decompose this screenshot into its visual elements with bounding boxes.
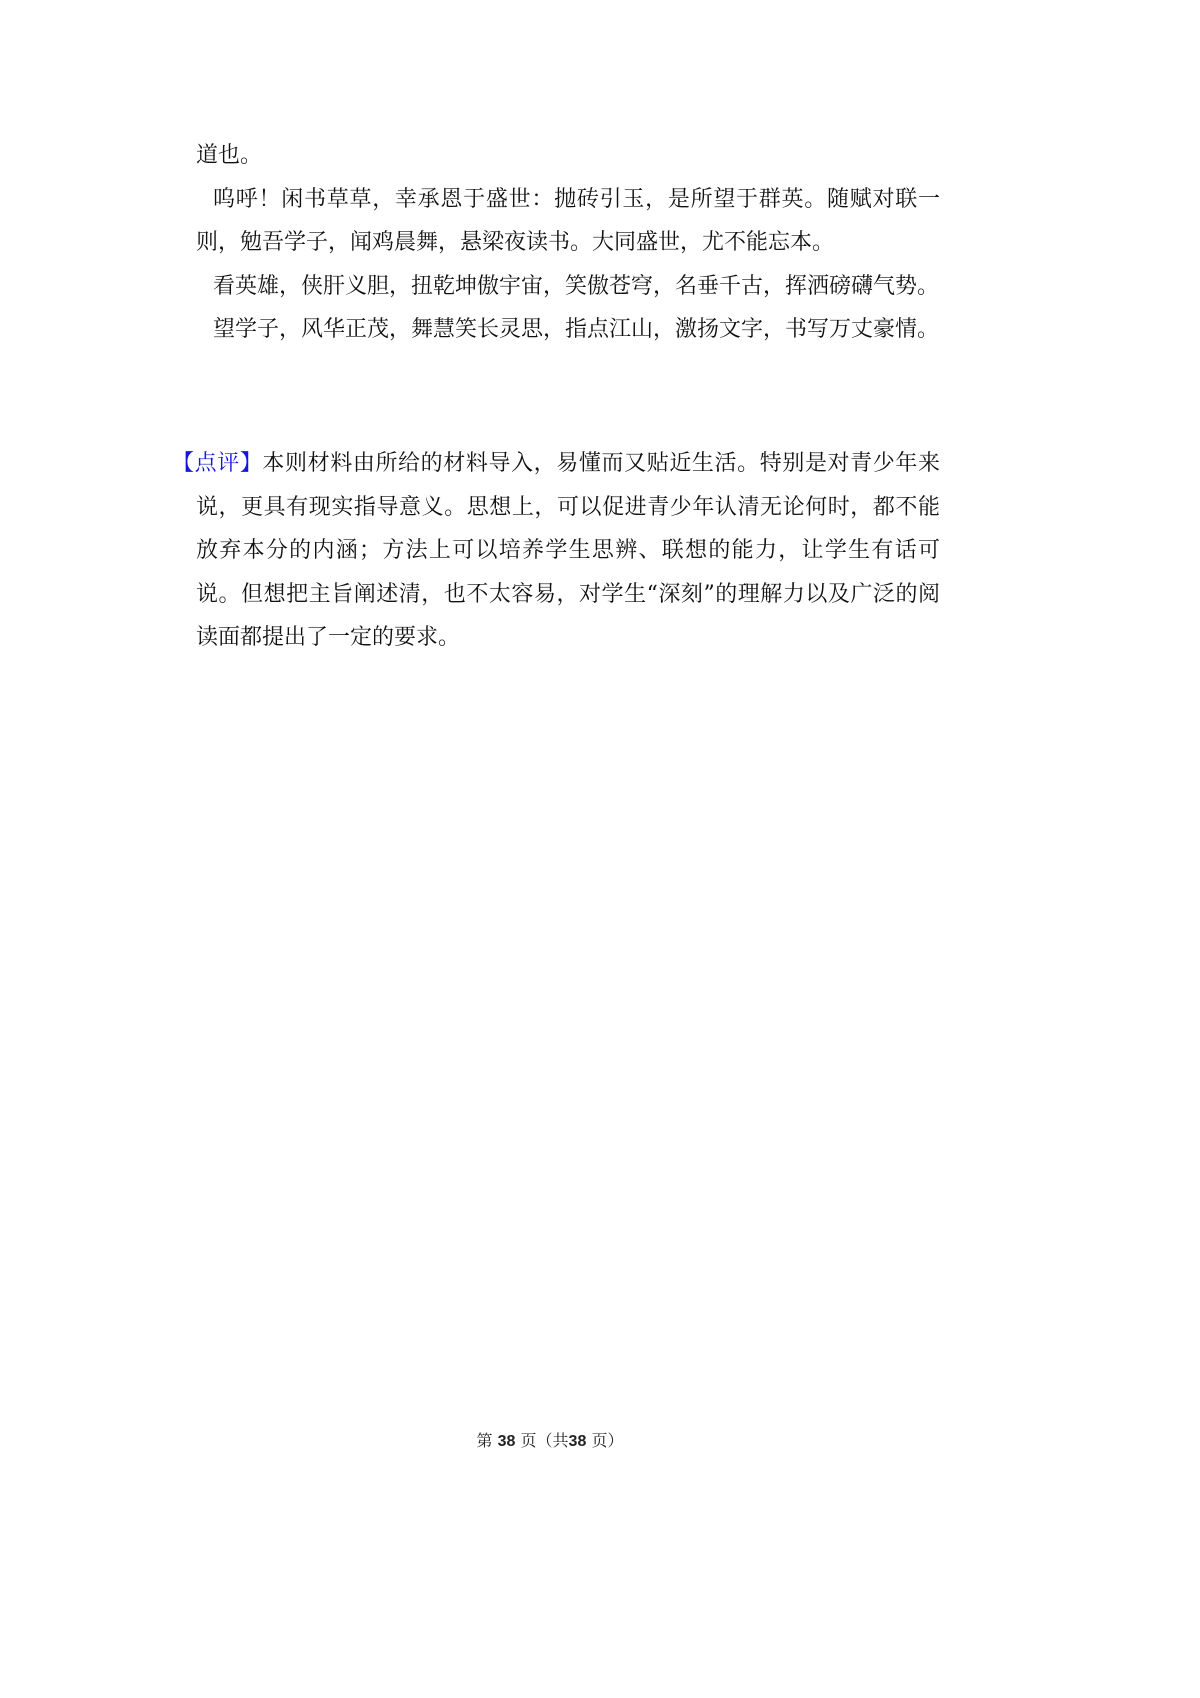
footer-suffix: 页） — [591, 1431, 624, 1450]
couplet-line: 望学子，风华正茂，舞慧笑长灵思，指点江山，激扬文字，书写万丈豪情。 — [213, 317, 940, 342]
comment-section — [172, 442, 940, 660]
page-number: 38 — [497, 1433, 516, 1450]
footer-prefix: 第 — [476, 1431, 493, 1450]
comment-text: 本则材料由所给的材料导入，易懂而又贴近生活。特别是对青少年来说，更具有现实指导意义。思想上，可以促进青少年认清无论何时，都不能放弃本分的内涵；方法上可以培养学生思辨、联想的能力，让学生有话可说。但想把主旨阐述清，也不太容易，对学生“深刻”的理解力以及广泛的阅读面都提出了一定的要求。 — [196, 451, 940, 650]
essay-paragraph: 呜呼！闲书草草，幸承恩于盛世：抛砖引玉，是所望于群英。随赋对联一则，勉吾学子，闻鸡晨舞，悬梁夜读书。大同盛世，尤不能忘本。 — [196, 186, 940, 255]
page-footer — [0, 1428, 1100, 1451]
comment-paragraph — [172, 442, 940, 660]
comment-label: 【点评】 — [172, 451, 263, 476]
total-pages: 38 — [568, 1433, 587, 1450]
essay-body — [196, 134, 940, 352]
couplet-line: 看英雄，侠肝义胆，扭乾坤傲宇宙，笑傲苍穹，名垂千古，挥洒磅礴气势。 — [213, 273, 940, 299]
essay-paragraph: 道也。 — [196, 143, 263, 168]
footer-middle: 页（共 — [520, 1431, 569, 1450]
